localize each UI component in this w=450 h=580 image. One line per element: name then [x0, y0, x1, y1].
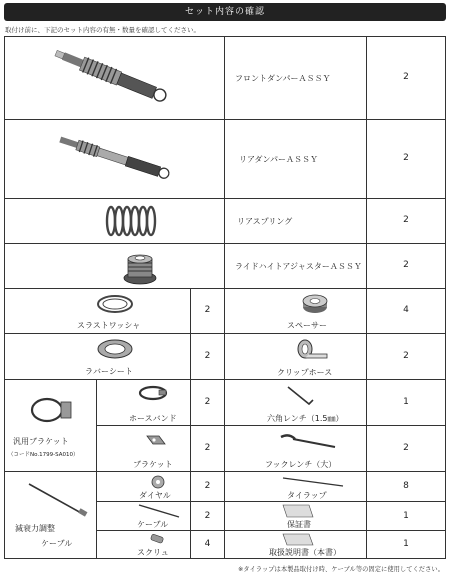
- clip-hose-cell: [224, 333, 367, 380]
- adjuster-name-cell: [224, 243, 367, 289]
- front-damper-image-cell: [4, 36, 225, 120]
- warranty-qty-cell: [366, 501, 446, 531]
- cable-icon: [23, 480, 93, 520]
- tie-wrap-label: タイラップ: [287, 491, 327, 500]
- spacer-qty: 4: [403, 305, 409, 315]
- hex-wrench-icon: [285, 384, 315, 410]
- cable-part-cell: [96, 501, 191, 531]
- contents-table: [4, 36, 446, 559]
- rubber-sheet-icon: [95, 337, 135, 361]
- thrust-washer-cell: [4, 288, 191, 334]
- screw-qty: 4: [204, 539, 211, 549]
- dial-cell: [96, 471, 191, 502]
- thrust-washer-label: スラストワッシャ: [77, 321, 141, 330]
- hook-wrench-label: フックレンチ（大）: [265, 460, 337, 469]
- clip-hose-icon: [295, 337, 331, 363]
- hose-band-icon: [137, 383, 169, 403]
- warranty-cell: [224, 501, 367, 531]
- hook-wrench-qty: 2: [403, 443, 409, 453]
- clip-hose-qty: 2: [403, 351, 409, 361]
- dial-qty-cell: [190, 471, 225, 502]
- thrust-washer-qty-cell: [190, 288, 225, 334]
- manual-cell: [224, 530, 367, 559]
- tie-wrap-qty-cell: [366, 471, 446, 502]
- adjuster-qty: 2: [403, 260, 409, 270]
- small-bracket-label: ブラケット: [133, 460, 173, 469]
- adjuster-image-cell: [4, 243, 225, 289]
- small-bracket-qty-cell: [190, 425, 225, 472]
- rubber-sheet-cell: [4, 333, 191, 380]
- hex-wrench-qty: 1: [403, 397, 409, 407]
- manual-icon: [279, 532, 315, 547]
- spacer-label: スペーサー: [287, 321, 327, 330]
- front-damper-icon: [45, 43, 185, 113]
- screw-label: スクリュ: [137, 548, 169, 557]
- front-damper-label: フロントダンパーＡＳＳＹ: [235, 74, 331, 83]
- rear-damper-qty: 2: [403, 153, 409, 163]
- rear-damper-label: リアダンパーＡＳＳＹ: [239, 155, 318, 164]
- front-damper-qty: 2: [403, 72, 409, 82]
- hook-wrench-qty-cell: [366, 425, 446, 472]
- universal-bracket-label: 汎用ブラケット: [13, 437, 69, 446]
- damping-cable-label-line1: 減衰力調整: [15, 524, 55, 533]
- rubber-sheet-qty: 2: [204, 351, 211, 361]
- manual-label: 取扱説明書（本書）: [269, 548, 341, 557]
- hook-wrench-cell: [224, 425, 367, 472]
- small-bracket-cell: [96, 425, 191, 472]
- cable-part-qty: 2: [204, 511, 211, 521]
- hose-band-qty: 2: [204, 397, 211, 407]
- footnote: ※タイラップは本製品取付け時、ケーブル等の固定に使用してください。: [238, 566, 444, 573]
- washer-icon: [95, 293, 135, 315]
- rubber-sheet-label: ラバーシート: [85, 367, 133, 376]
- front-damper-qty-cell: [366, 36, 446, 120]
- small-bracket-qty: 2: [204, 443, 211, 453]
- rear-spring-label: リアスプリング: [237, 217, 293, 226]
- rear-damper-qty-cell: [366, 119, 446, 199]
- screw-qty-cell: [190, 530, 225, 559]
- rear-spring-qty-cell: [366, 198, 446, 244]
- hex-wrench-label: 六角レンチ（1.5㎜）: [267, 414, 344, 423]
- manual-qty: 1: [403, 539, 409, 549]
- hex-wrench-qty-cell: [366, 379, 446, 426]
- tie-wrap-cell: [224, 471, 367, 502]
- hex-wrench-cell: [224, 379, 367, 426]
- manual-qty-cell: [366, 530, 446, 559]
- spring-icon: [103, 204, 163, 238]
- damping-cable-cell: [4, 471, 97, 559]
- universal-bracket-code: （コードNo.1799-SA010）: [8, 452, 79, 458]
- clip-hose-label: クリップホース: [277, 368, 333, 377]
- rear-spring-name-cell: [224, 198, 367, 244]
- adjuster-label: ライドハイトアジャスターＡＳＳＹ: [235, 262, 362, 271]
- damping-cable-label-line2: ケーブル: [41, 539, 73, 548]
- hose-band-cell: [96, 379, 191, 426]
- cable-part-qty-cell: [190, 501, 225, 531]
- spacer-qty-cell: [366, 288, 446, 334]
- warranty-label: 保証書: [287, 520, 311, 529]
- rear-damper-name-cell: [224, 119, 367, 199]
- warranty-qty: 1: [403, 511, 409, 521]
- front-damper-name-cell: [224, 36, 367, 120]
- spacer-cell: [224, 288, 367, 334]
- dial-icon: [150, 474, 166, 490]
- dial-qty: 2: [204, 481, 211, 491]
- bracket-icon: [25, 392, 75, 426]
- tie-wrap-qty: 8: [403, 481, 409, 491]
- adjuster-qty-cell: [366, 243, 446, 289]
- hose-band-label: ホースバンド: [129, 414, 177, 423]
- small-bracket-icon: [145, 432, 167, 448]
- spacer-icon: [300, 293, 330, 315]
- rubber-sheet-qty-cell: [190, 333, 225, 380]
- rear-spring-image-cell: [4, 198, 225, 244]
- screw-icon: [149, 532, 167, 546]
- dial-label: ダイヤル: [139, 491, 171, 500]
- rear-damper-icon: [47, 126, 187, 192]
- screw-cell: [96, 530, 191, 559]
- warranty-icon: [279, 503, 315, 519]
- cable-part-label: ケーブル: [137, 520, 169, 529]
- rear-spring-qty: 2: [403, 215, 409, 225]
- cable-part-icon: [137, 503, 181, 519]
- thrust-washer-qty: 2: [204, 305, 211, 315]
- rear-damper-image-cell: [4, 119, 225, 199]
- intro-text: 取付け前に、下記のセット内容の有無・数量を確認してください。: [5, 26, 200, 34]
- hook-wrench-icon: [275, 431, 339, 453]
- section-header: セット内容の確認: [4, 3, 446, 21]
- adjuster-icon: [120, 247, 160, 287]
- universal-bracket-cell: [4, 379, 97, 472]
- hose-band-qty-cell: [190, 379, 225, 426]
- clip-hose-qty-cell: [366, 333, 446, 380]
- tie-wrap-icon: [281, 475, 345, 489]
